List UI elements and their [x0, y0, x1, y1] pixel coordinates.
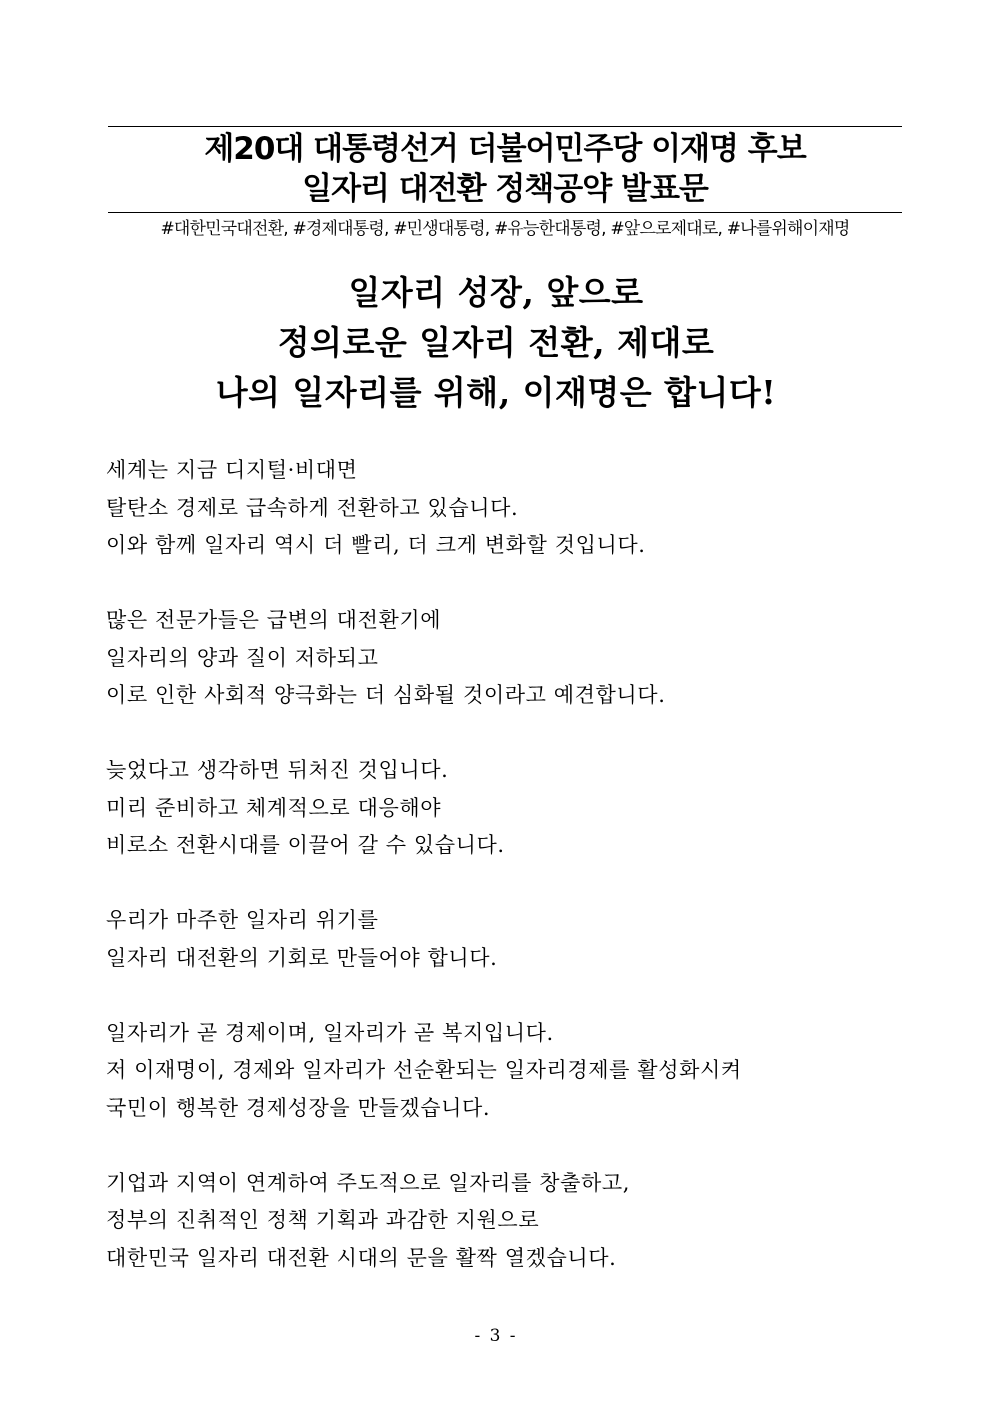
paragraph-line: 일자리 대전환의 기회로 만들어야 합니다. — [106, 945, 498, 970]
paragraph-line: 대한민국 일자리 대전환 시대의 문을 활짝 열겠습니다. — [106, 1245, 617, 1270]
header-top-rule — [108, 126, 902, 127]
paragraph-line: 많은 전문가들은 급변의 대전환기에 — [106, 608, 442, 632]
paragraph-line: 우리가 마주한 일자리 위기를 — [106, 908, 379, 932]
slogan-line2: 정의로운 일자리 전환, 제대로 — [277, 323, 715, 362]
document-title-line1: 제20대 대통령선거 더불어민주당 이재명 후보 — [204, 131, 806, 167]
hashtag-line: #대한민국대전환, #경제대통령, #민생대통령, #유능한대통령, #앞으로제대로, #나를위해이재명 — [160, 219, 850, 239]
paragraph-line: 이와 함께 일자리 역시 더 빨리, 더 크게 변화할 것입니다. — [106, 533, 646, 557]
paragraph — [106, 752, 906, 865]
paragraph-line: 늦었다고 생각하면 뒤처진 것입니다. — [106, 758, 449, 782]
paragraph-line: 탈탄소 경제로 급속하게 전환하고 있습니다. — [106, 495, 519, 520]
paragraph-line: 이로 인한 사회적 양극화는 더 심화될 것이라고 예견합니다. — [106, 683, 666, 707]
speech-body — [106, 452, 906, 1315]
slogan-line3: 나의 일자리를 위해, 이재명은 합니다! — [215, 373, 777, 412]
paragraph — [106, 602, 906, 715]
paragraph — [106, 1165, 906, 1278]
paragraph-line: 국민이 행복한 경제성장을 만들겠습니다. — [106, 1095, 491, 1120]
slogan-line1: 일자리 성장, 앞으로 — [348, 273, 644, 312]
paragraph-line: 저 이재명이, 경제와 일자리가 선순환되는 일자리경제를 활성화시켜 — [106, 1058, 742, 1082]
paragraph-line: 정부의 진취적인 정책 기획과 과감한 지원으로 — [106, 1208, 540, 1232]
document-header — [108, 126, 902, 241]
page-number: - 3 - — [474, 1326, 518, 1346]
paragraph — [106, 1015, 906, 1128]
paragraph — [106, 902, 906, 977]
header-bottom-rule — [108, 212, 902, 213]
paragraph-line: 미리 준비하고 체계적으로 대응해야 — [106, 795, 442, 820]
paragraph-line: 기업과 지역이 연계하여 주도적으로 일자리를 창출하고, — [106, 1170, 631, 1195]
document-title-line2: 일자리 대전환 정책공약 발표문 — [302, 171, 708, 207]
paragraph-line: 일자리의 양과 질이 저하되고 — [106, 645, 379, 670]
paragraph-line: 세계는 지금 디지털·비대면 — [106, 458, 358, 482]
paragraph-line: 일자리가 곧 경제이며, 일자리가 곧 복지입니다. — [106, 1020, 554, 1045]
paragraph — [106, 452, 906, 565]
paragraph-line: 비로소 전환시대를 이끌어 갈 수 있습니다. — [106, 833, 505, 857]
